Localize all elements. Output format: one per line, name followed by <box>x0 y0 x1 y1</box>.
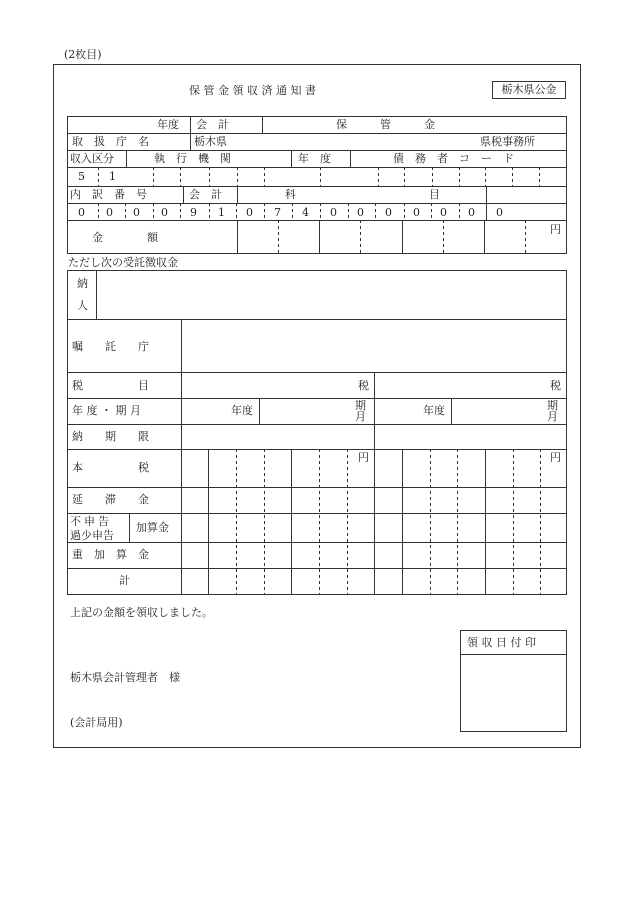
row3-nendo-label: 年 度 <box>298 152 331 165</box>
code-digit: 7 <box>274 206 281 219</box>
code-digit: 9 <box>190 206 197 219</box>
nendo-kigetsu-label: 年 度 ・ 期 月 <box>72 404 141 417</box>
entai-kin-label: 延 滞 金 <box>72 493 149 506</box>
public-funds-stamp: 栃木県公金 <box>492 81 566 99</box>
code-digit: 0 <box>357 206 364 219</box>
code-digit: 0 <box>246 206 253 219</box>
shunyu-kubun-label: 収入区分 <box>70 152 114 165</box>
kingaku-yen: 円 <box>550 223 561 236</box>
honzei-label: 本 税 <box>72 461 149 474</box>
toriatsukai-label: 取 扱 庁 名 <box>72 135 149 148</box>
kaikei-label: 会 計 <box>196 118 229 131</box>
code-digit: 1 <box>218 206 225 219</box>
zeimoku-zei-1: 税 <box>358 379 369 392</box>
code-digit: 0 <box>78 206 85 219</box>
prefecture-name: 栃木県 <box>194 135 227 148</box>
code-digit: 0 <box>496 206 503 219</box>
use-label: (会計局用) <box>70 716 123 729</box>
kasan-kin-label: 加算金 <box>136 521 169 534</box>
code-digit: 4 <box>302 206 309 219</box>
honzei-yen-2: 円 <box>550 451 561 464</box>
ka-label: 科 <box>285 188 296 201</box>
kubun-digit-2: 1 <box>109 170 116 183</box>
kigetsu-tsuki-2: 月 <box>547 410 558 423</box>
hokankin-label: 保 管 金 <box>336 118 435 131</box>
code-digit: 0 <box>440 206 447 219</box>
code-digit: 0 <box>106 206 113 219</box>
nonin-char-1: 納 <box>77 277 88 290</box>
code-digit: 0 <box>133 206 140 219</box>
code-digit: 0 <box>413 206 420 219</box>
zeimoku-label: 税 目 <box>72 379 149 392</box>
shikko-kikan-label: 執 行 機 関 <box>154 152 231 165</box>
honzei-yen-1: 円 <box>358 451 369 464</box>
row5-kaikei-label: 会 計 <box>189 188 222 201</box>
saimusha-code-label: 債 務 者 コ ー ド <box>393 152 514 165</box>
moku-label: 目 <box>429 188 440 201</box>
receipt-date-stamp-label: 領 収 日 付 印 <box>467 636 536 649</box>
nonin-char-2: 人 <box>77 299 88 312</box>
kigetsu-nendo-2: 年度 <box>423 404 445 417</box>
code-digit: 0 <box>468 206 475 219</box>
kigetsu-tsuki-1: 月 <box>355 410 366 423</box>
uchiwake-label: 内 訳 番 号 <box>70 188 147 201</box>
form-title: 保 管 金 領 収 済 通 知 書 <box>189 84 316 97</box>
zeimoku-zei-2: 税 <box>550 379 561 392</box>
kigetsu-ki-1: 期 <box>355 399 366 412</box>
kei-label: 計 <box>119 574 130 587</box>
nendo-label: 年度 <box>157 118 179 131</box>
jukasan-kin-label: 重 加 算 金 <box>72 548 149 561</box>
kashou-shinkoku-label: 過少申告 <box>70 529 114 542</box>
noki-gen-label: 納 期 限 <box>72 430 149 443</box>
code-digit: 0 <box>161 206 168 219</box>
kingaku-label: 金 額 <box>92 231 158 244</box>
tadashi-text: ただし次の受託徴収金 <box>68 256 178 269</box>
shokutaku-cho-label: 嘱 託 庁 <box>72 340 149 353</box>
kigetsu-nendo-1: 年度 <box>231 404 253 417</box>
kigetsu-ki-2: 期 <box>547 399 558 412</box>
code-digit: 0 <box>385 206 392 219</box>
tax-office-label: 県税事務所 <box>480 135 535 148</box>
received-statement: 上記の金額を領収しました。 <box>70 606 213 619</box>
copy-label: (2枚目) <box>64 48 102 61</box>
fushinkoku-label: 不申告 <box>70 515 112 528</box>
kubun-digit-1: 5 <box>78 170 85 183</box>
code-digit: 0 <box>330 206 337 219</box>
addressee: 栃木県会計管理者 様 <box>70 671 180 684</box>
